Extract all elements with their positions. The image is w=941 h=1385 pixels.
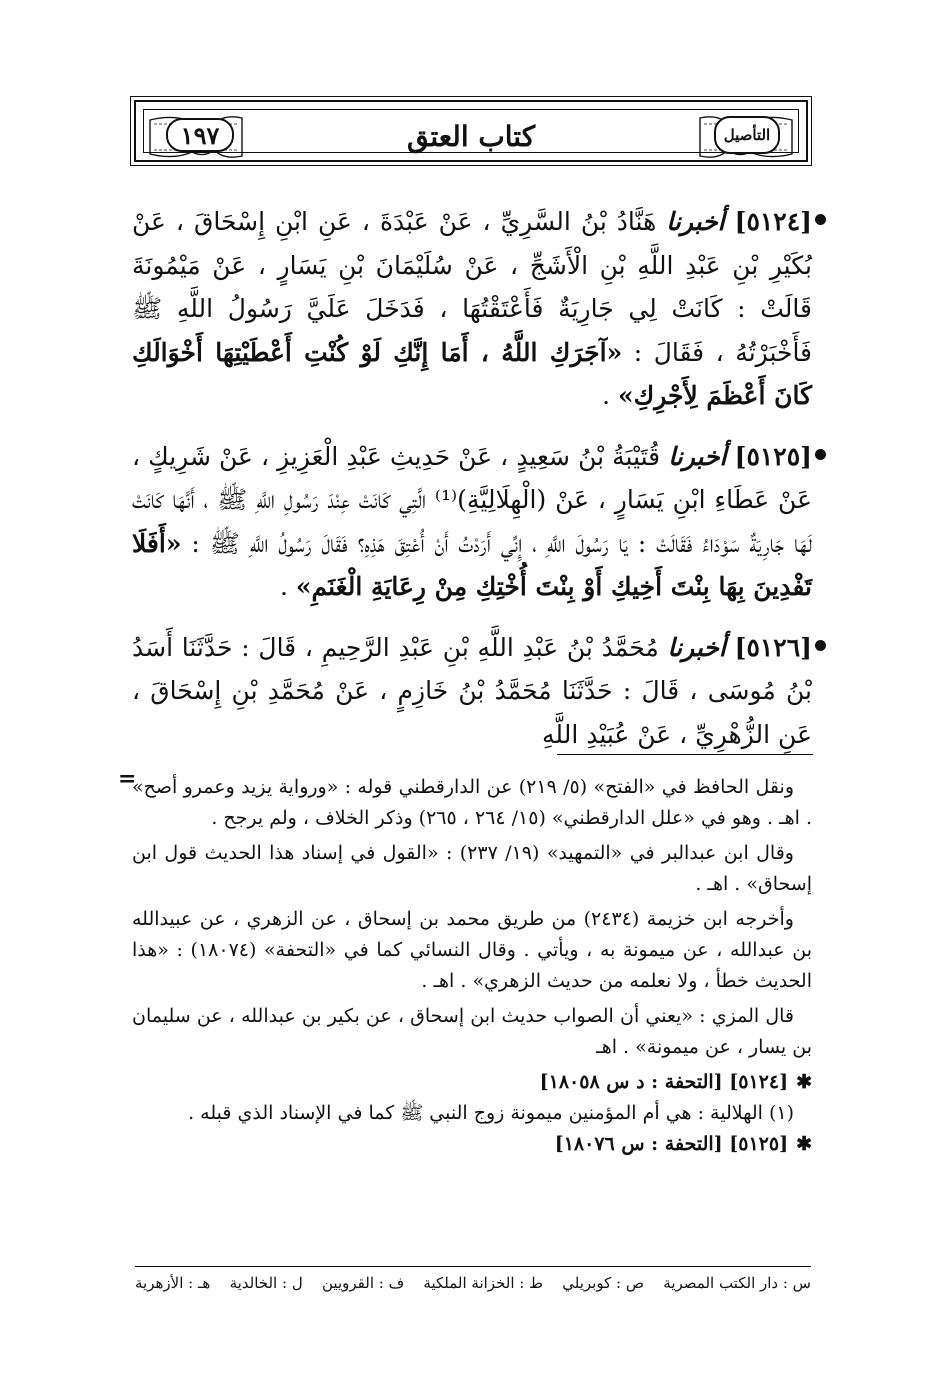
hadith-text: هَنَّادُ بْنُ السَّرِيِّ ، عَنْ عَبْدَةَ ، عَنِ ابْنِ إِسْحَاقَ ، عَنْ بُكَيْرِ بْنِ عَبْدِ اللَّهِ بْنِ الْأَشَجِّ ، عَنْ سُلَيْمَانَ بْنِ يَسَارٍ ، عَنْ مَيْمُونَةَ قَالَتْ : كَانَتْ لِي جَارِيَةٌ فَأَعْتَقْتُهَا ، فَدَخَلَ عَلَيَّ رَسُولُ اللَّهِ ﷺ فَأَخْبَرْتُهُ ، فَقَالَ : <box>132 207 813 367</box>
hadith-number: [٥١٢٦] <box>734 632 812 662</box>
takhrij-text: [٥١٢٤] [التحفة : د س ١٨٠٥٨] <box>539 1071 789 1093</box>
hadith-text: مُحَمَّدُ بْنُ عَبْدِ اللَّهِ بْنِ عَبْدِ الرَّحِيمِ ، قَالَ : حَدَّثَنَا أَسَدُ بْنُ مُوسَى ، قَالَ : حَدَّثَنَا مُحَمَّدُ بْنُ خَازِمٍ ، عَنْ مُحَمَّدِ بْنِ إِسْحَاقَ ، عَنِ الزُّهْرِيِّ ، عَنْ عُبَيْدِ اللَّهِ <box>132 632 812 749</box>
running-title: كتاب العتق <box>406 119 536 153</box>
bullet-icon <box>815 214 826 225</box>
source-item: ل : الخالدية <box>229 1274 303 1292</box>
asterisk-icon: ✱ <box>796 1071 812 1093</box>
takhrij-line <box>132 1129 812 1160</box>
source-item: ف : القرويين <box>322 1274 405 1292</box>
source-item: س : دار الكتب المصرية <box>663 1274 811 1292</box>
footnotes <box>132 772 812 1160</box>
sources-separator <box>135 1266 811 1267</box>
hadith-5124 <box>132 200 812 418</box>
manuscript-sources <box>135 1271 811 1295</box>
hadith-text: قُتَيْبَةُ بْنُ سَعِيدٍ ، عَنْ حَدِيثِ عَبْدِ الْعَزِيزِ ، عَنْ شَرِيكٍ ، عَنْ عَطَاءِ ابْنِ يَسَارٍ ، عَنْ (الْهِلَالِيَّةِ)⁽¹⁾ الَّتِي كَانَتْ عِنْدَ رَسُولِ اللَّهِ ﷺ ، أَنَّهَا كَانَتْ لَهَا جَارِيَةٌ سَوْدَاءُ فَقَالَتْ : يَا رَسُولَ اللَّهِ ، إِنِّي أَرَدْتُ أَنْ أُعْتِقَ هَذِهِ؟ فَقَالَ رَسُولُ اللَّهِ ﷺ : <box>132 441 812 558</box>
hadith-intro: أخبرنا <box>668 441 727 471</box>
hadith-intro: أخبرنا <box>667 632 726 662</box>
source-item: ص : كوبريلي <box>562 1274 644 1292</box>
source-item: ط : الخزانة الملكية <box>423 1274 543 1292</box>
footnote-paragraph: قال المزي : «يعني أن الصواب حديث ابن إسحاق ، عن بكير بن عبدالله ، عن سليمان بن يسار ، عن ميمونة» . اهـ <box>132 1005 812 1058</box>
page-header <box>134 100 808 162</box>
hadith-intro: أخبرنا <box>666 207 725 236</box>
header-frame <box>143 109 799 153</box>
hadith-5125 <box>132 435 812 609</box>
page-number: ١٩٧ <box>166 118 234 152</box>
hadith-paragraph <box>132 435 812 609</box>
hadith-end: . <box>279 572 296 601</box>
footnote-separator <box>557 754 813 755</box>
takhrij-line <box>132 1067 812 1098</box>
continuation-mark: = <box>118 766 137 792</box>
footnote-paragraph: وقال ابن عبدالبر في «التمهيد» (١٩/ ٢٣٧) : «القول في إسناد هذا الحديث قول ابن إسحاق» . اهـ . <box>132 842 812 895</box>
asterisk-icon: ✱ <box>796 1133 812 1155</box>
hadith-quote: «آجَرَكِ اللَّهُ ، أَمَا إِنَّكِ لَوْ كُنْتِ أَعْطَيْتِهَا أَخْوَالَكِ كَانَ أَعْظَمَ لِأَجْرِكِ» <box>132 337 812 410</box>
publisher-logo: التأصيل <box>714 116 780 154</box>
main-text <box>132 200 812 773</box>
bullet-icon <box>815 449 826 460</box>
footnote-paragraph: وأخرجه ابن خزيمة (٢٤٣٤) من طريق محمد بن إسحاق ، عن الزهري ، عن عبيدالله بن عبدالله ، عن ميمونة به ، ويأتي . وقال النسائي كما في «التحفة» (١٨٠٧٤) : «هذا الحديث خطأ ، ولا نعلمه من حديث الزهري» . اهـ . <box>132 908 812 992</box>
hadith-end: . <box>602 381 618 410</box>
hadith-number: [٥١٢٥] <box>734 441 812 471</box>
source-item: هـ : الأزهرية <box>135 1274 211 1292</box>
hadith-5126 <box>132 626 812 757</box>
footnote-paragraph: ونقل الحافظ في «الفتح» (٥/ ٢١٩) عن الدارقطني قوله : «ورواية يزيد وعمرو أصح» . اهـ . وهو في «علل الدارقطني» (١٥/ ٢٦٤ ، ٢٦٥) وذكر الخلاف ، ولم يرجح . <box>132 776 812 829</box>
hadith-quote: «أَفَلَا تَفْدِينَ بِهَا بِنْتَ أَخِيكِ أَوْ بِنْتَ أُخْتِكِ مِنْ رِعَايَةِ الْغَنَمِ» <box>132 528 812 601</box>
hadith-number: [٥١٢٤] <box>734 207 813 236</box>
hadith-paragraph <box>132 626 812 757</box>
footnote-1: (١) الهلالية : هي أم المؤمنين ميمونة زوج النبي ﷺ كما في الإسناد الذي قبله . <box>188 1102 794 1124</box>
bullet-icon <box>815 640 826 651</box>
hadith-paragraph <box>132 200 812 418</box>
takhrij-text: [٥١٢٥] [التحفة : س ١٨٠٧٦] <box>554 1133 789 1155</box>
